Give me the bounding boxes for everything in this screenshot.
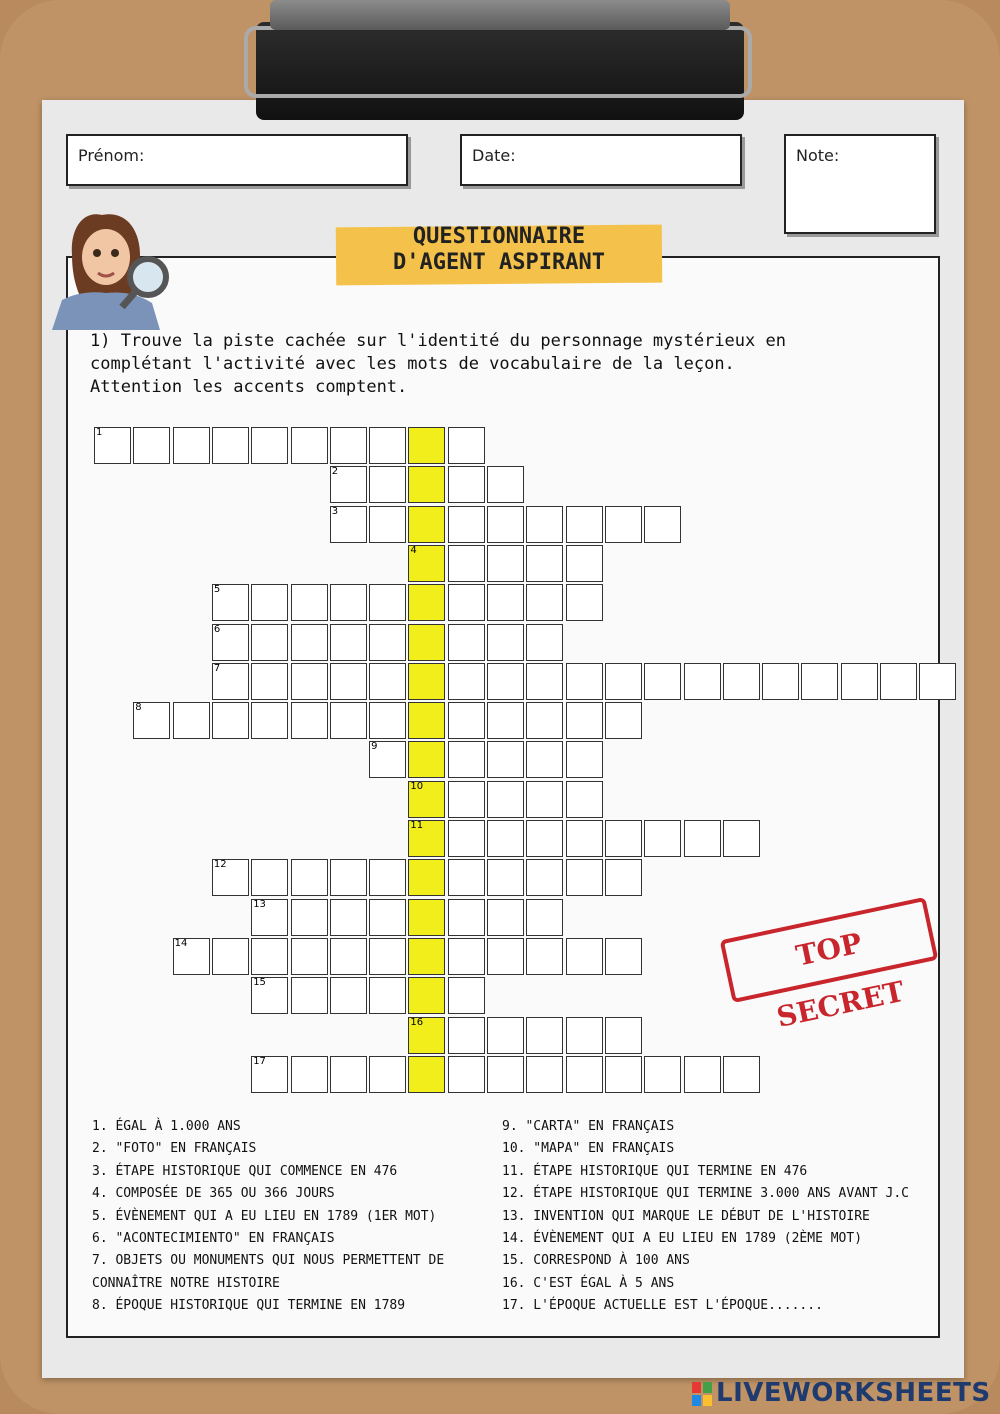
crossword-cell[interactable] <box>330 977 367 1014</box>
crossword-cell[interactable] <box>408 899 445 936</box>
crossword-cell[interactable] <box>94 427 131 464</box>
clue-number: 2 <box>331 466 339 478</box>
crossword-cell[interactable] <box>291 859 328 896</box>
crossword-cell[interactable] <box>369 741 406 778</box>
crossword-cell[interactable] <box>448 741 485 778</box>
crossword-cell[interactable] <box>330 899 367 936</box>
crossword-cell[interactable] <box>487 899 524 936</box>
crossword-cell[interactable] <box>369 584 406 621</box>
crossword-cell[interactable] <box>408 741 445 778</box>
crossword-cell[interactable] <box>448 938 485 975</box>
crossword-cell[interactable] <box>526 781 563 818</box>
crossword-cell[interactable] <box>723 663 760 700</box>
crossword-cell[interactable] <box>487 741 524 778</box>
crossword-cell[interactable] <box>251 938 288 975</box>
clue-11: 11. ÉTAPE HISTORIQUE QUI TERMINE EN 476 <box>502 1163 808 1179</box>
crossword-cell[interactable] <box>566 781 603 818</box>
crossword-cell[interactable] <box>566 741 603 778</box>
prenom-label: Prénom: <box>78 146 145 165</box>
crossword-cell[interactable] <box>173 702 210 739</box>
clue-number: 12 <box>213 859 227 871</box>
crossword-cell[interactable] <box>369 624 406 661</box>
crossword-cell[interactable] <box>487 663 524 700</box>
instructions: 1) Trouve la piste cachée sur l'identité du personnage mystérieux en complétant l'activité avec les mots de vocabulaire de la leçon. Attention les accents comptent. <box>90 331 786 397</box>
crossword-cell[interactable] <box>212 702 249 739</box>
crossword-cell[interactable] <box>566 663 603 700</box>
crossword-cell[interactable] <box>408 1056 445 1093</box>
clue-number: 16 <box>410 1016 424 1028</box>
crossword-cell[interactable] <box>408 781 445 818</box>
clue-number: 9 <box>371 741 378 753</box>
crossword-cell[interactable] <box>369 1056 406 1093</box>
crossword-cell[interactable] <box>369 899 406 936</box>
crossword-cell[interactable] <box>487 1056 524 1093</box>
crossword-cell[interactable] <box>487 466 524 503</box>
crossword-cell[interactable] <box>723 1056 760 1093</box>
clue-number: 4 <box>410 544 417 556</box>
crossword-cell[interactable] <box>487 624 524 661</box>
crossword-cell[interactable] <box>526 1056 563 1093</box>
crossword-cell[interactable] <box>566 820 603 857</box>
crossword-cell[interactable] <box>330 859 367 896</box>
clue-12: 12. ÉTAPE HISTORIQUE QUI TERMINE 3.000 ANS AVANT J.C <box>502 1186 909 1202</box>
crossword-cell[interactable] <box>841 663 878 700</box>
crossword-cell[interactable] <box>408 506 445 543</box>
crossword-cell[interactable] <box>487 859 524 896</box>
crossword-cell[interactable] <box>880 663 917 700</box>
crossword-cell[interactable] <box>526 899 563 936</box>
crossword-cell[interactable] <box>251 859 288 896</box>
crossword-cell[interactable] <box>408 702 445 739</box>
crossword-cell[interactable] <box>408 584 445 621</box>
clue-6: 6. "ACONTECIMIENTO" EN FRANÇAIS <box>92 1231 335 1247</box>
crossword-cell[interactable] <box>291 1056 328 1093</box>
crossword-cell[interactable] <box>526 702 563 739</box>
clue-number: 10 <box>410 780 424 792</box>
crossword-cell[interactable] <box>251 663 288 700</box>
crossword-cell[interactable] <box>644 663 681 700</box>
crossword-cell[interactable] <box>526 859 563 896</box>
crossword-cell[interactable] <box>605 938 642 975</box>
clue-number: 11 <box>410 820 424 831</box>
crossword-cell[interactable] <box>684 820 721 857</box>
crossword-cell[interactable] <box>212 427 249 464</box>
top-secret-stamp: TOP SECRET <box>720 897 939 1003</box>
crossword-cell[interactable] <box>605 506 642 543</box>
crossword-cell[interactable] <box>566 1017 603 1054</box>
detective-avatar <box>42 195 172 330</box>
crossword-cell[interactable] <box>330 1056 367 1093</box>
clue-17: 17. L'ÉPOQUE ACTUELLE EST L'ÉPOQUE....... <box>502 1298 823 1314</box>
crossword-cell[interactable] <box>369 427 406 464</box>
crossword-cell[interactable] <box>566 506 603 543</box>
crossword-cell[interactable] <box>408 820 445 857</box>
crossword-cell[interactable] <box>448 899 485 936</box>
crossword-cell[interactable] <box>644 1056 681 1093</box>
crossword-cell[interactable] <box>487 781 524 818</box>
liveworksheets-logo-icon <box>692 1382 712 1406</box>
crossword-cell[interactable] <box>448 545 485 582</box>
crossword-cell[interactable] <box>330 938 367 975</box>
crossword-cell[interactable] <box>291 584 328 621</box>
crossword-cell[interactable] <box>408 938 445 975</box>
crossword-cell[interactable] <box>487 584 524 621</box>
crossword-cell[interactable] <box>566 1056 603 1093</box>
crossword-cell[interactable] <box>487 702 524 739</box>
crossword-cell[interactable] <box>291 427 328 464</box>
crossword-cell[interactable] <box>526 624 563 661</box>
crossword-cell[interactable] <box>448 506 485 543</box>
crossword-cell[interactable] <box>408 466 445 503</box>
clue-number: 15 <box>253 977 266 989</box>
crossword-cell[interactable] <box>605 1056 642 1093</box>
crossword-cell[interactable] <box>133 427 170 464</box>
crossword-cell[interactable] <box>408 427 445 464</box>
crossword-cell[interactable] <box>369 506 406 543</box>
crossword-cell[interactable] <box>487 506 524 543</box>
crossword-cell[interactable] <box>212 663 249 700</box>
crossword-cell[interactable] <box>291 938 328 975</box>
crossword-cell[interactable] <box>369 938 406 975</box>
clue-15: 15. CORRESPOND À 100 ANS <box>502 1253 690 1269</box>
clue-number: 17 <box>253 1055 266 1067</box>
crossword-cell[interactable] <box>448 977 485 1014</box>
crossword-cell[interactable] <box>330 584 367 621</box>
crossword-cell[interactable] <box>448 702 485 739</box>
crossword-cell[interactable] <box>408 624 445 661</box>
clue-13: 13. INVENTION QUI MARQUE LE DÉBUT DE L'HISTOIRE <box>502 1208 870 1224</box>
crossword-cell[interactable] <box>526 506 563 543</box>
crossword-cell[interactable] <box>566 859 603 896</box>
crossword-cell[interactable] <box>566 545 603 582</box>
crossword-cell[interactable] <box>526 741 563 778</box>
clue-9: 9. "CARTA" EN FRANÇAIS <box>502 1119 675 1134</box>
page-title: QUESTIONNAIRE D'AGENT ASPIRANT <box>393 224 605 275</box>
crossword-cell[interactable] <box>330 506 367 543</box>
crossword-cell[interactable] <box>408 663 445 700</box>
crossword-cell[interactable] <box>448 1017 485 1054</box>
crossword-cell[interactable] <box>291 624 328 661</box>
crossword-cell[interactable] <box>448 584 485 621</box>
crossword-cell[interactable] <box>526 938 563 975</box>
crossword-cell[interactable] <box>291 899 328 936</box>
crossword-cell[interactable] <box>605 702 642 739</box>
crossword-cell[interactable] <box>408 1017 445 1054</box>
crossword-cell[interactable] <box>605 1017 642 1054</box>
crossword-cell[interactable] <box>526 820 563 857</box>
clue-7-cont: CONNAÎTRE NOTRE HISTOIRE <box>92 1275 280 1291</box>
clue-14: 14. ÉVÈNEMENT QUI A EU LIEU EN 1789 (2ÈME MOT) <box>502 1231 863 1247</box>
clue-7: 7. OBJETS OU MONUMENTS QUI NOUS PERMETTENT DE <box>92 1253 445 1269</box>
crossword-cell[interactable] <box>251 702 288 739</box>
crossword-cell[interactable] <box>291 977 328 1014</box>
crossword-cell[interactable] <box>408 859 445 896</box>
crossword-cell[interactable] <box>330 427 367 464</box>
crossword-cell[interactable] <box>723 820 760 857</box>
crossword-cell[interactable] <box>919 663 956 700</box>
note-label: Note: <box>796 146 840 165</box>
crossword-cell[interactable] <box>448 663 485 700</box>
crossword-cell[interactable] <box>251 899 288 936</box>
crossword-cell[interactable] <box>448 781 485 818</box>
crossword-cell[interactable] <box>369 466 406 503</box>
crossword-cell[interactable] <box>605 859 642 896</box>
crossword-cell[interactable] <box>526 1017 563 1054</box>
clue-8: 8. ÉPOQUE HISTORIQUE QUI TERMINE EN 1789 <box>92 1298 406 1314</box>
clue-3: 3. ÉTAPE HISTORIQUE QUI COMMENCE EN 476 <box>92 1163 398 1179</box>
crossword-cell[interactable] <box>448 820 485 857</box>
crossword-cell[interactable] <box>369 663 406 700</box>
crossword-cell[interactable] <box>330 466 367 503</box>
crossword-cell[interactable] <box>251 1056 288 1093</box>
crossword-cell[interactable] <box>330 663 367 700</box>
crossword-cell[interactable] <box>408 977 445 1014</box>
crossword-cell[interactable] <box>448 427 485 464</box>
crossword-cell[interactable] <box>212 859 249 896</box>
crossword-cell[interactable] <box>448 1056 485 1093</box>
clue-2: 2. "FOTO" EN FRANÇAIS <box>92 1141 257 1157</box>
crossword-cell[interactable] <box>251 427 288 464</box>
date-label: Date: <box>472 146 516 165</box>
crossword-cell[interactable] <box>291 702 328 739</box>
crossword-cell[interactable] <box>173 427 210 464</box>
clues-right <box>502 1116 932 1318</box>
crossword-cell[interactable] <box>448 624 485 661</box>
crossword-cell[interactable] <box>291 663 328 700</box>
crossword-cell[interactable] <box>644 506 681 543</box>
crossword-cell[interactable] <box>566 938 603 975</box>
crossword-cell[interactable] <box>526 545 563 582</box>
clue-10: 10. "MAPA" EN FRANÇAIS <box>502 1141 675 1157</box>
brand-name: LIVEWORKSHEETS <box>716 1378 991 1408</box>
crossword-cell[interactable] <box>605 820 642 857</box>
clue-number: 13 <box>253 898 266 910</box>
clue-number: 7 <box>213 662 221 674</box>
note-field[interactable] <box>784 134 936 234</box>
clue-16: 16. C'EST ÉGAL À 5 ANS <box>502 1275 675 1291</box>
crossword-cell[interactable] <box>644 820 681 857</box>
clues-left <box>92 1116 497 1318</box>
crossword-cell[interactable] <box>369 702 406 739</box>
crossword-cell[interactable] <box>487 938 524 975</box>
crossword-cell[interactable] <box>801 663 838 700</box>
crossword-cell[interactable] <box>369 977 406 1014</box>
crossword-cell[interactable] <box>566 584 603 621</box>
clipboard-clip <box>250 0 750 120</box>
crossword-cell[interactable] <box>369 859 406 896</box>
crossword-cell[interactable] <box>251 584 288 621</box>
crossword-cell[interactable] <box>133 702 170 739</box>
crossword-cell[interactable] <box>330 702 367 739</box>
crossword-cell[interactable] <box>566 702 603 739</box>
clue-number: 1 <box>96 427 103 438</box>
prenom-field[interactable] <box>66 134 408 186</box>
crossword-cell[interactable] <box>448 466 485 503</box>
crossword-cell[interactable] <box>212 624 249 661</box>
crossword-cell[interactable] <box>212 584 249 621</box>
clue-number: 8 <box>135 702 142 714</box>
clue-1: 1. ÉGAL À 1.000 ANS <box>92 1119 241 1134</box>
crossword-cell[interactable] <box>251 977 288 1014</box>
crossword-cell[interactable] <box>212 938 249 975</box>
clue-number: 5 <box>213 584 221 596</box>
crossword-cell[interactable] <box>487 820 524 857</box>
clue-5: 5. ÉVÈNEMENT QUI A EU LIEU EN 1789 (1ER MOT) <box>92 1208 437 1224</box>
crossword-cell[interactable] <box>526 584 563 621</box>
crossword-cell[interactable] <box>330 624 367 661</box>
crossword-cell[interactable] <box>684 1056 721 1093</box>
clue-number: 6 <box>213 623 221 635</box>
crossword-cell[interactable] <box>487 1017 524 1054</box>
date-field[interactable] <box>460 134 742 186</box>
clue-number: 14 <box>174 937 188 949</box>
clue-number: 3 <box>331 505 339 517</box>
crossword-cell[interactable] <box>762 663 799 700</box>
crossword-cell[interactable] <box>526 663 563 700</box>
crossword-cell[interactable] <box>605 663 642 700</box>
crossword-cell[interactable] <box>408 545 445 582</box>
clue-4: 4. COMPOSÉE DE 365 OU 366 JOURS <box>92 1186 335 1202</box>
crossword-cell[interactable] <box>684 663 721 700</box>
crossword-cell[interactable] <box>173 938 210 975</box>
crossword-cell[interactable] <box>448 859 485 896</box>
crossword-cell[interactable] <box>251 624 288 661</box>
crossword-cell[interactable] <box>487 545 524 582</box>
